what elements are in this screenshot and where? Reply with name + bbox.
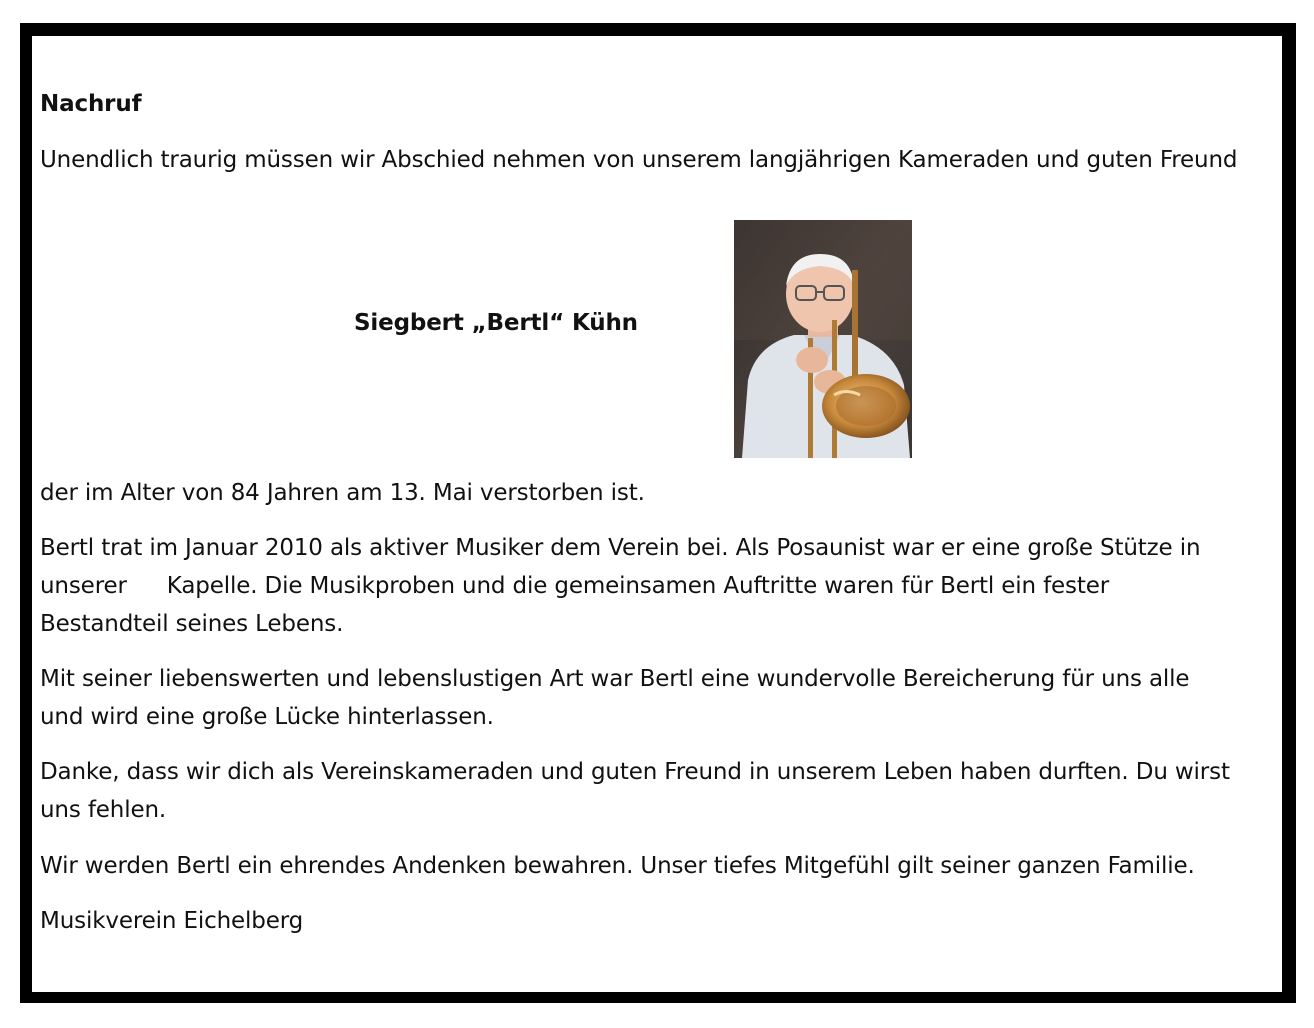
deceased-name: Siegbert „Bertl“ Kühn [354,310,638,336]
intro-line: Unendlich traurig müssen wir Abschied nehmen von unserem langjährigen Kameraden und guten Freund [40,147,1238,173]
paragraph-condolence: Wir werden Bertl ein ehrendes Andenken bewahren. Unser tiefes Mitgefühl gilt seiner ganzen Familie. [40,853,1195,879]
paragraph-character-line-1: Mit seiner liebenswerten und lebenslustigen Art war Bertl eine wundervolle Bereicherung für uns alle [40,666,1190,692]
paragraph-membership-line-1: Bertl trat im Januar 2010 als aktiver Musiker dem Verein bei. Als Posaunist war er eine große Stütze in [40,535,1201,561]
paragraph-thanks-line-1: Danke, dass wir dich als Vereinskameraden und guten Freund in unserem Leben haben durften. Du wirst [40,759,1230,785]
document-heading: Nachruf [40,91,142,117]
paragraph-thanks-line-2: uns fehlen. [40,797,167,823]
paragraph-membership-line-3: Bestandteil seines Lebens. [40,611,344,637]
age-line: der im Alter von 84 Jahren am 13. Mai verstorben ist. [40,480,645,506]
paragraph-membership-line-2b: Kapelle. Die Musikproben und die gemeinsamen Auftritte waren für Bertl ein fester [166,573,1110,599]
paragraph-character-line-2: und wird eine große Lücke hinterlassen. [40,704,494,730]
paragraph-membership-line-2a: unserer [40,573,127,599]
paragraph-membership-line-2 [40,567,1109,605]
signature: Musikverein Eichelberg [40,908,304,934]
portrait-photo [734,220,912,458]
